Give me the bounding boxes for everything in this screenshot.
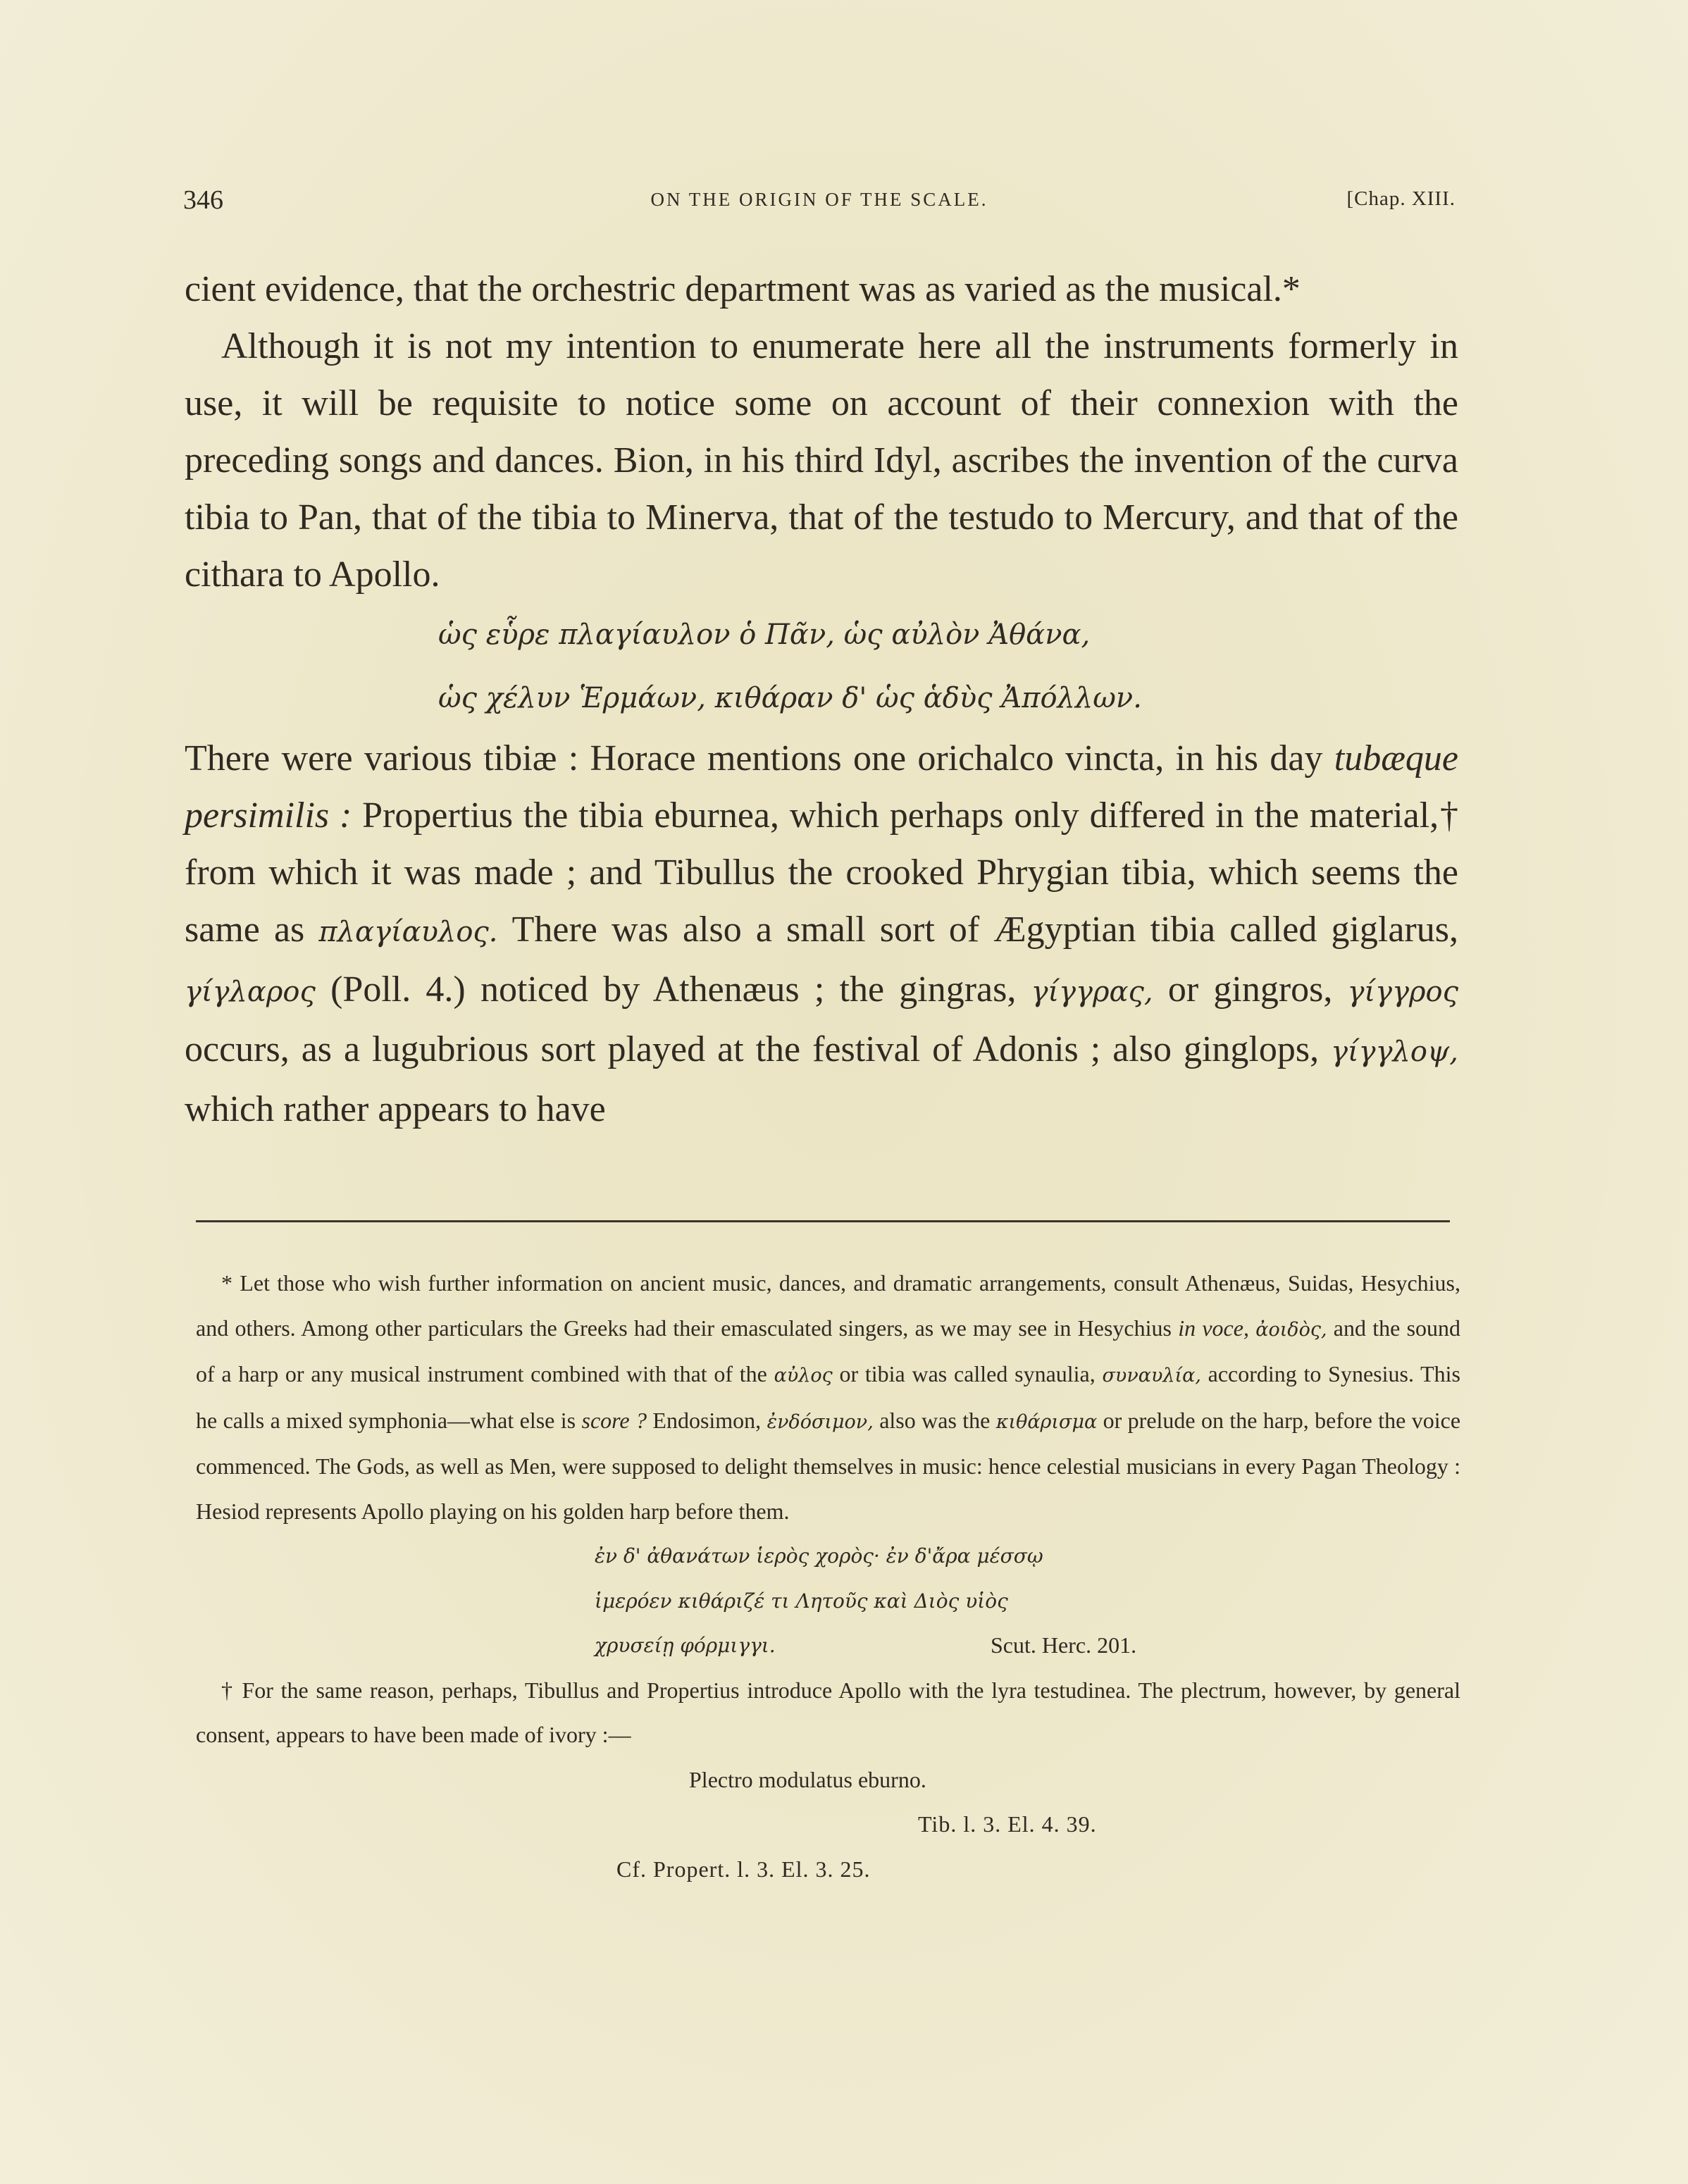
text-run: occurs, as a lugubrious sort played at the festival of Adonis ; also ginglops, bbox=[185, 1029, 1332, 1069]
latin-quotation: Plectro modulatus eburno. bbox=[689, 1766, 926, 1792]
greek-word: ἀοιδὸς, bbox=[1255, 1318, 1327, 1341]
chapter-label: [Chap. XIII. bbox=[1346, 187, 1456, 210]
paragraph-instruments: Although it is not my intention to enumerate here all the instruments formerly in use, it will be requisite to notice some on account of their connexion with the preceding songs and dances. Bion, in his third Idyl, ascribes the invention of the curva tibia to Pan, that of the tibia to Minerva, that of the testudo to Mercury, and that of the cithara to Apollo. bbox=[185, 326, 1458, 595]
italic-phrase: tubæque persimilis : bbox=[185, 738, 1458, 836]
greek-verse-line: ὡς χέλυν Ἑρμάων, κιθάραν δ' ὡς ἁδὺς Ἀπόλλων. bbox=[438, 682, 1142, 714]
greek-verse-line: ἱμερόεν κιθάριζέ τι Λητοῦς καὶ Διὸς υἱὸς bbox=[595, 1589, 1008, 1613]
greek-word: συναυλία, bbox=[1102, 1365, 1201, 1386]
italic-phrase: score ? bbox=[581, 1407, 647, 1433]
greek-word: κιθάρισμα bbox=[995, 1410, 1098, 1433]
footnote-divider bbox=[196, 1220, 1450, 1222]
paragraph-tibiae bbox=[185, 730, 1458, 1138]
italic-phrase: in voce, bbox=[1178, 1315, 1249, 1341]
greek-word: αὐλος bbox=[774, 1365, 833, 1386]
greek-word: γίγγλοψ, bbox=[1331, 1036, 1458, 1068]
text-run: according to Synesius. This he calls a mixed symphonia—what else is bbox=[196, 1361, 1460, 1433]
propertius-citation: Cf. Propert. l. 3. El. 3. 25. bbox=[616, 1856, 871, 1882]
text-run: There were various tibiæ : Horace mentions one orichalco vincta, in his day bbox=[185, 738, 1334, 778]
greek-verse-line: ὡς εὗρε πλαγίαυλον ὁ Πᾶν, ὡς αὐλὸν Ἀθάνα, bbox=[438, 619, 1091, 651]
main-text bbox=[185, 261, 1458, 1138]
footnote-dagger: † For the same reason, perhaps, Tibullus and Propertius introduce Apollo with the lyra testudinea. The plectrum, however, by general consent, appears to have been made of ivory :— bbox=[196, 1677, 1460, 1747]
tibullus-citation: Tib. l. 3. El. 4. 39. bbox=[918, 1811, 1097, 1837]
greek-word: γίγγρας, bbox=[1031, 976, 1153, 1008]
greek-word: ἐνδόσιμον, bbox=[767, 1410, 874, 1433]
greek-quotation bbox=[185, 603, 1458, 730]
text-run: (Poll. 4.) noticed by Athenæus ; the gingras, bbox=[315, 969, 1031, 1010]
greek-word: γίγγρος bbox=[1347, 976, 1458, 1008]
text-run: or prelude on the harp, before the voice commenced. The Gods, as well as Men, were supposed to delight themselves in music: hence celestial musicians in every Pagan Theology : Hesiod represents Apollo playing on his golden harp before them. bbox=[196, 1407, 1461, 1524]
text-run: There was also a small sort of Ægyptian tibia called giglarus, bbox=[497, 910, 1458, 950]
text-run: also was the bbox=[873, 1407, 996, 1433]
paragraph-continuation: cient evidence, that the orchestric department was as varied as the musical.* bbox=[185, 269, 1301, 309]
running-title: ON THE ORIGIN OF THE SCALE. bbox=[650, 189, 988, 210]
text-run: or tibia was called synaulia, bbox=[832, 1361, 1103, 1386]
text-run: or gingros, bbox=[1153, 969, 1348, 1010]
text-run: * Let those who wish further information on ancient music, dances, and dramatic arrangements, consult Athenæus, Suidas, Hesychius, and others. Among other particulars the Greeks had their emasculated singers, as we may see in Hesychius bbox=[196, 1270, 1460, 1341]
footnote-greek-verse bbox=[196, 1534, 1460, 1668]
footnotes bbox=[196, 1261, 1460, 1892]
footnote-asterisk bbox=[196, 1261, 1460, 1534]
text-run: and the sound of a harp or any musical instrument combined with that of the bbox=[196, 1315, 1461, 1386]
greek-word: πλαγίαυλος. bbox=[318, 916, 498, 948]
page-number: 346 bbox=[183, 185, 223, 215]
text-run: which rather appears to have bbox=[185, 1089, 606, 1129]
greek-word: γίγλαρος bbox=[185, 976, 316, 1008]
text-run: Propertius the tibia eburnea, which perhaps only differed in the material,† from which it was made ; and Tibullus the crooked Phrygian tibia, which seems the same as bbox=[185, 795, 1459, 950]
page-header bbox=[183, 185, 1456, 220]
text-run: Endosimon, bbox=[647, 1407, 767, 1433]
verse-citation: Scut. Herc. 201. bbox=[991, 1632, 1137, 1658]
greek-verse-line: ἐν δ' ἀθανάτων ἱερὸς χορὸς· ἐν δ'ἄρα μέσσῳ bbox=[595, 1544, 1043, 1568]
greek-verse-line: χρυσείῃ φόρμιγγι. bbox=[595, 1634, 776, 1657]
